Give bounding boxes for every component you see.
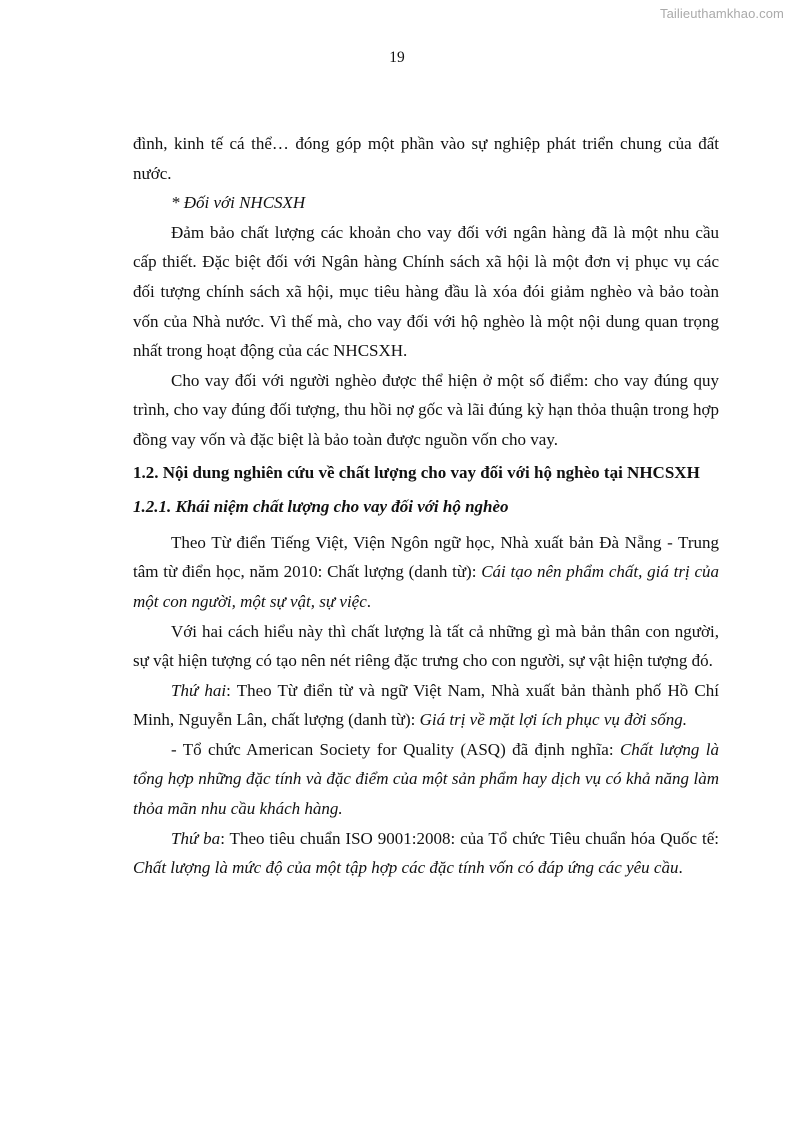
text-end: . [678,858,683,878]
paragraph-continuation: đình, kinh tế cá thể… đóng góp một phần vào sự nghiệp phát triển chung của đất nước. [133,134,719,183]
section-label-text: * Đối với NHCSXH [171,193,306,213]
text-italic: Giá trị về mặt lợi ích phục vụ đời sống. [419,710,688,730]
page-number: 19 [389,49,405,66]
paragraph-second-definition [133,676,719,735]
section-heading: 1.2. Nội dung nghiên cứu về chất lượng cho vay đối với hộ nghèo tại NHCSXH [133,462,700,482]
paragraph-two-meanings: Với hai cách hiểu này thì chất lượng là tất cả những gì mà bản thân con người, sự vật hiện tượng có tạo nên nét riêng đặc trưng cho con người, sự vật hiện tượng đó. [133,621,719,671]
text-normal: : Theo tiêu chuẩn ISO 9001:2008: của Tổ chức Tiêu chuẩn hóa Quốc tế: [220,828,719,848]
paragraph-loan-quality: Đảm bảo chất lượng các khoản cho vay đối với ngân hàng đã là một nhu cầu cấp thiết. Đặc biệt đối với Ngân hàng Chính sách xã hội là một đơn vị phục vụ các đối tượng chính sách xã hội, mục tiêu hàng đầu là xóa đói giảm nghèo và bảo toàn vốn của Nhà nước. Vì thế mà, cho vay đối với hộ nghèo là một nội dung quan trọng nhất trong hoạt động của các NHCSXH. [133,222,719,361]
text-normal: Theo Từ điển Tiếng Việt, Viện Ngôn ngữ học, Nhà xuất bản Đà Nẵng - Trung tâm từ điển học, năm 2010: Chất lượng (danh từ): [133,532,719,582]
text-italic: Cái tạo nên phẩm chất, giá trị của một con người, một sự vật, sự việc [133,562,719,611]
section-label-nhcsxh [133,188,719,218]
text-italic-label: Thứ ba [171,828,221,848]
paragraph-asq-definition [133,735,719,824]
text-normal: : Theo Từ điển từ và ngữ Việt Nam, Nhà xuất bản thành phố Hồ Chí Minh, Nguyễn Lân, chất lượng (danh từ): [133,680,719,730]
text-italic: Chất lượng là mức độ của một tập hợp các đặc tính vốn có đáp ứng các yêu cầu [133,858,679,878]
text-normal: - Tổ chức American Society for Quality (ASQ) đã định nghĩa: [171,739,620,759]
subsection-heading: 1.2.1. Khái niệm chất lượng cho vay đối với hộ nghèo [133,497,509,517]
paragraph-iso-definition [133,824,719,883]
text-italic: Chất lượng là tổng hợp những đặc tính và đặc điểm của một sản phẩm hay dịch vụ có khả năng làm thỏa mãn nhu cầu khách hàng. [133,739,719,819]
text-italic-label: Thứ hai [171,680,227,700]
watermark: Tailieuthamkhao.com [659,6,784,21]
document-body [133,129,719,883]
paragraph-poor-lending: Cho vay đối với người nghèo được thể hiện ở một số điểm: cho vay đúng quy trình, cho vay đúng đối tượng, thu hồi nợ gốc và lãi đúng kỳ hạn thỏa thuận trong hợp đồng vay vốn và đặc biệt là bảo toàn được nguồn vốn cho vay. [133,370,719,449]
paragraph-dictionary-definition [133,528,719,617]
text-end: . [366,591,372,611]
